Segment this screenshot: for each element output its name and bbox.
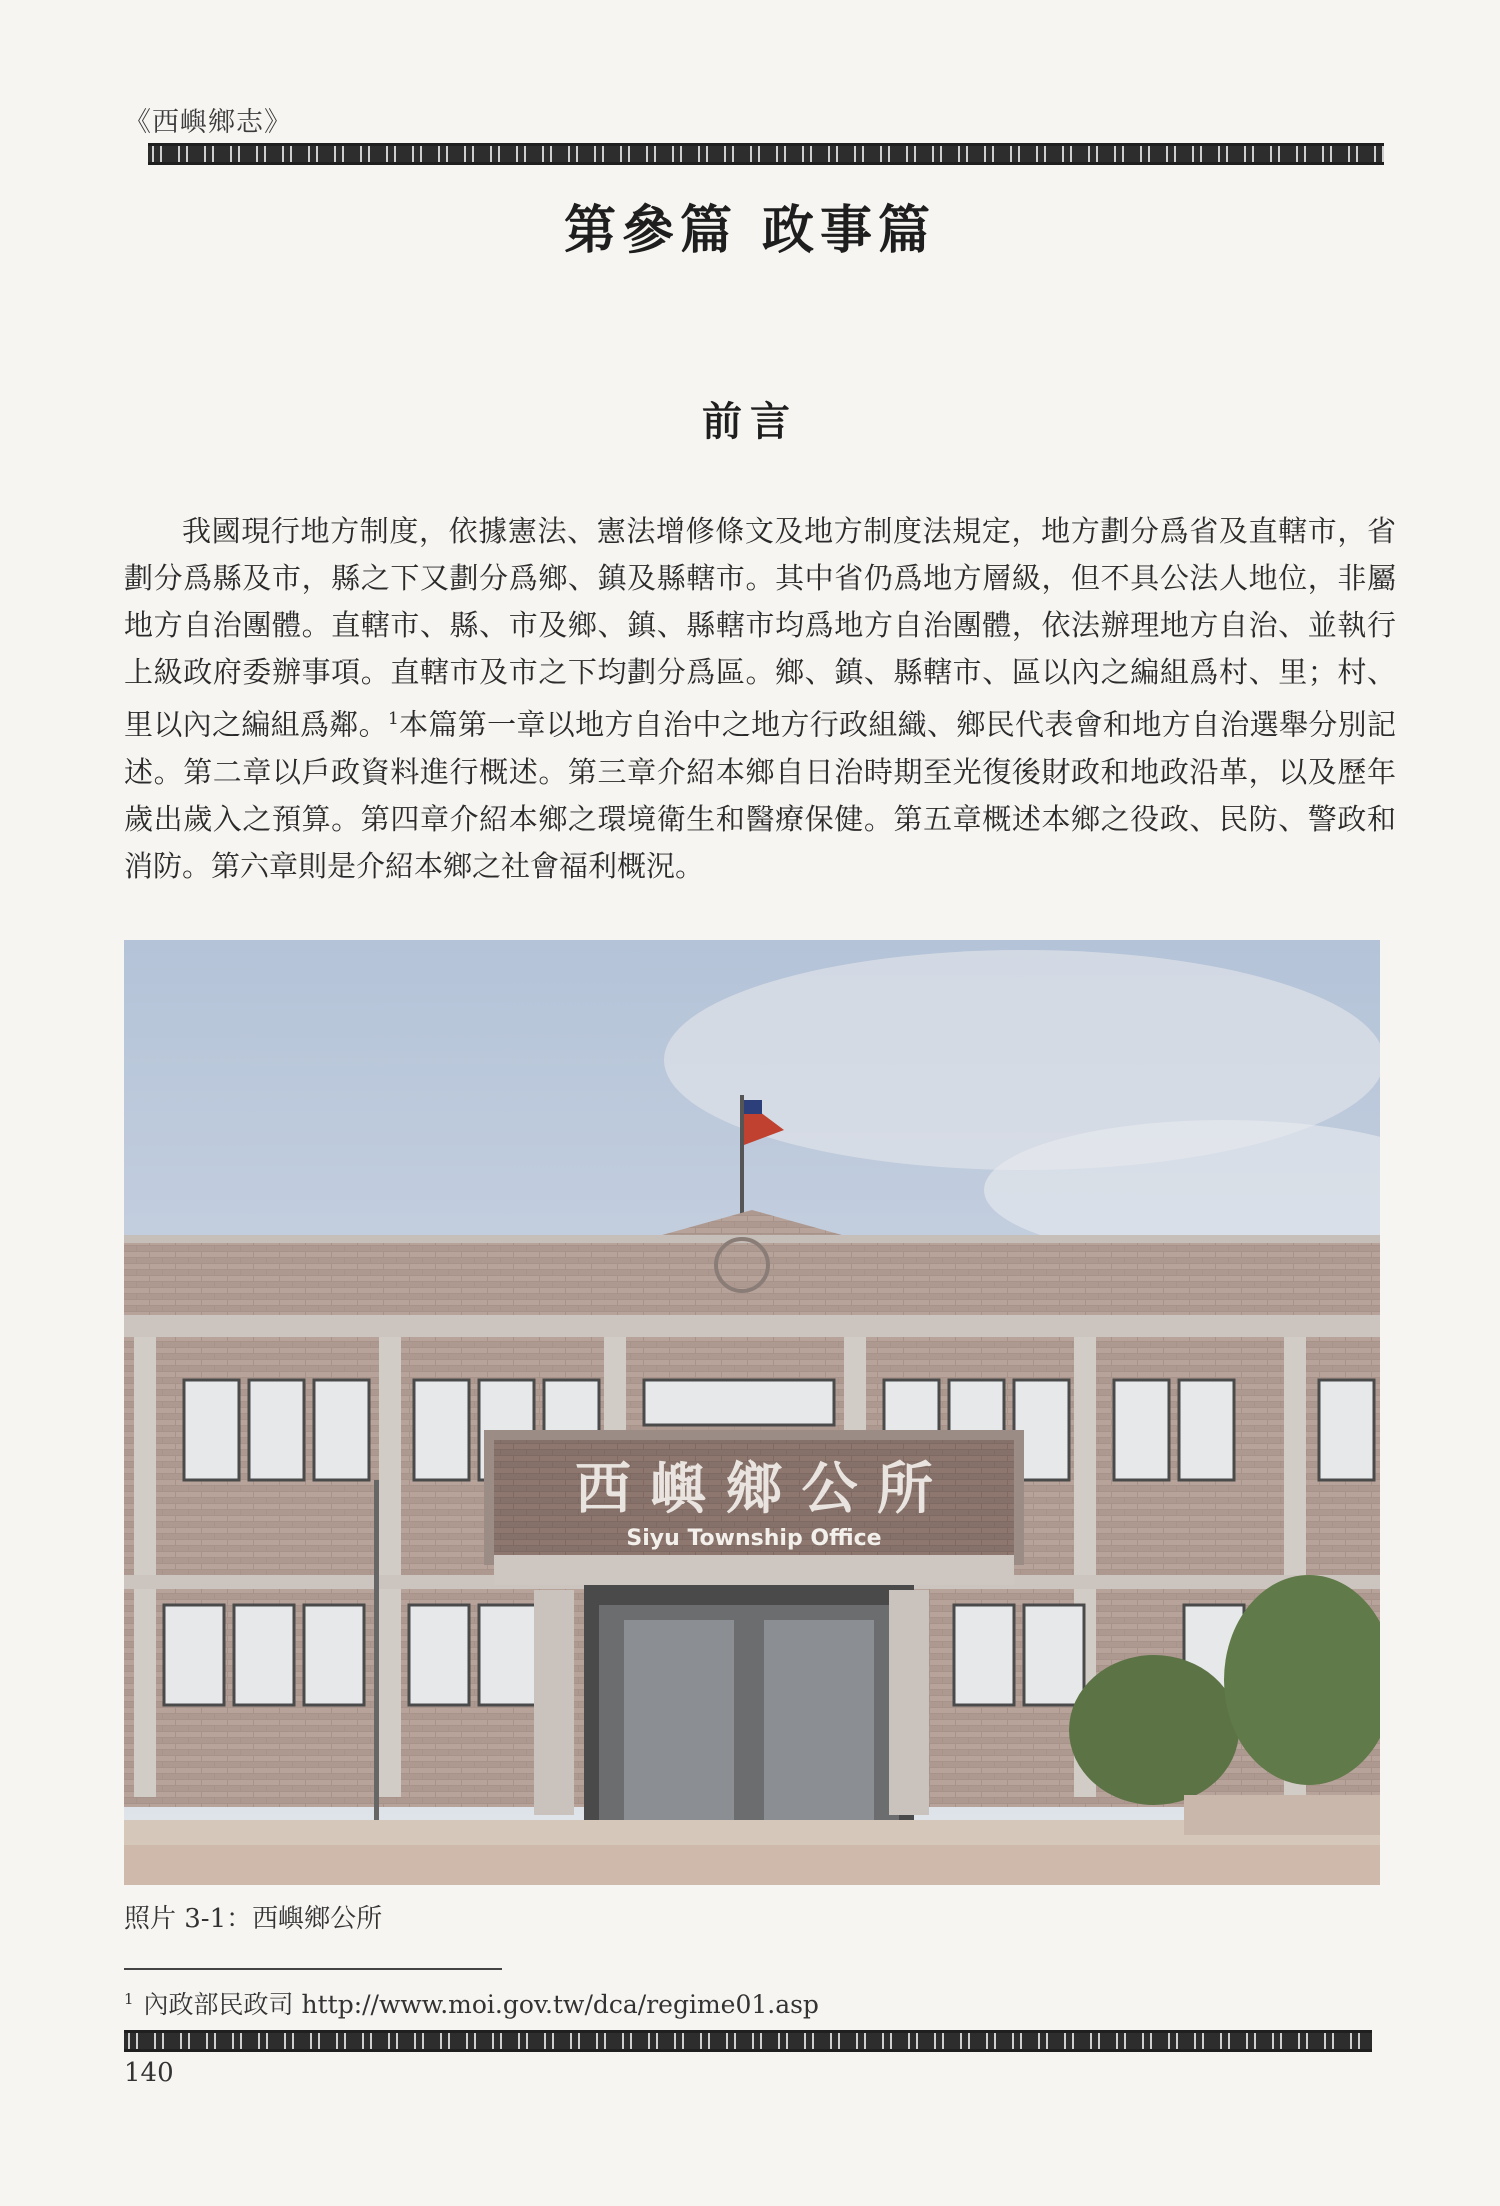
page-number: 140	[124, 2058, 174, 2088]
bottom-decorative-border	[124, 2030, 1372, 2052]
sign-english: Siyu Township Office	[626, 1526, 882, 1551]
body-text	[124, 508, 1396, 890]
intro-paragraph	[124, 508, 1396, 890]
top-decorative-border	[148, 143, 1384, 165]
footnote	[124, 1985, 819, 2021]
township-office-photo	[124, 940, 1380, 1885]
paragraph-part-2: 本篇第一章以地方自治中之地方行政組織、鄉民代表會和地方自治選舉分別記述。第二章以戶政資料進行概述。第三章介紹本鄉自日治時期至光復後財政和地政沿革，以及歷年歲出歲入之預算。第四章介紹本鄉之環境衛生和醫療保健。第五章概述本鄉之役政、民防、警政和消防。第六章則是介紹本鄉之社會福利概況。	[124, 707, 1396, 883]
running-header: 《西嶼鄉志》	[124, 107, 292, 138]
sign-chinese: 西 嶼 鄉 公 所	[575, 1456, 933, 1522]
photo-caption: 照片 3-1：西嶼鄉公所	[124, 1904, 383, 1934]
footnote-marker: 1	[124, 1989, 134, 2008]
section-title: 前言	[702, 398, 798, 445]
footnote-text: 內政部民政司 http://www.moi.gov.tw/dca/regime01.asp	[143, 1990, 819, 2019]
footnote-divider	[124, 1968, 502, 1970]
footnote-reference: 1	[387, 709, 399, 729]
part-title: 第參篇 政事篇	[563, 200, 937, 261]
paragraph-part-1: 我國現行地方制度，依據憲法、憲法增修條文及地方制度法規定，地方劃分爲省及直轄市，省劃分爲縣及市，縣之下又劃分爲鄉、鎮及縣轄市。其中省仍爲地方層級，但不具公法人地位，非屬地方自治團體。直轄市、縣、市及鄉、鎮、縣轄市均爲地方自治團體，依法辦理地方自治、並執行上級政府委辦事項。直轄市及市之下均劃分爲區。鄉、鎮、縣轄市、區以內之編組爲村、里；村、里以內之編組爲鄰。	[124, 514, 1396, 742]
